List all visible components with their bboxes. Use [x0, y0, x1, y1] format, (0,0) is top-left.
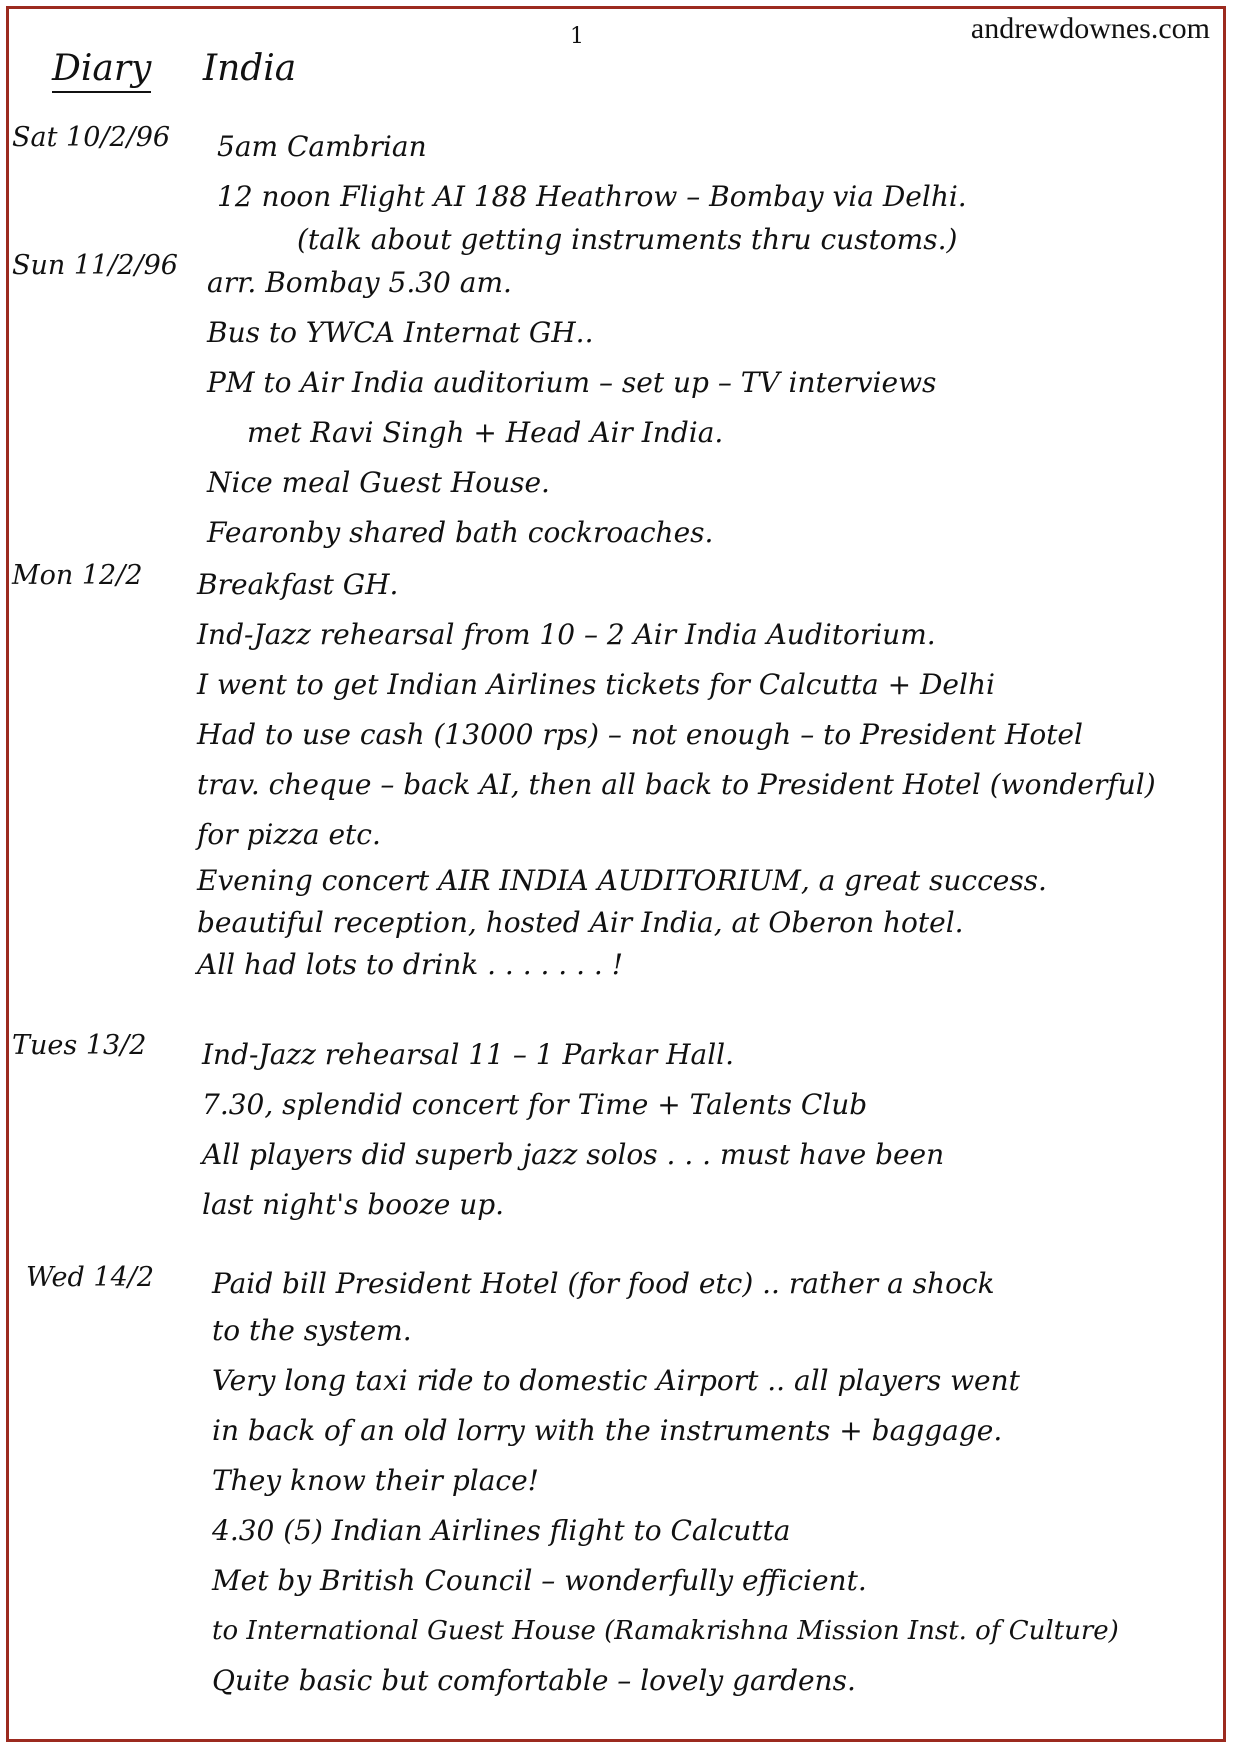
entry-date: Sun 11/2/96	[12, 250, 178, 281]
entry-line: Had to use cash (13000 rps) – not enough – to President Hotel	[197, 718, 1083, 751]
entry-line: in back of an old lorry with the instruments + baggage.	[212, 1414, 1003, 1447]
entry-line: Fearonby shared bath cockroaches.	[207, 516, 714, 549]
entry-lines	[212, 1262, 1240, 1706]
entry-line: Bus to YWCA Internat GH..	[207, 316, 594, 349]
entry-date: Wed 14/2	[26, 1262, 155, 1293]
entry-line: last night's booze up.	[202, 1188, 505, 1221]
entry-line: 4.30 (5) Indian Airlines flight to Calcutta	[212, 1514, 791, 1547]
diary-heading	[52, 48, 296, 89]
entry-line: PM to Air India auditorium – set up – TV interviews	[207, 366, 937, 399]
entry-date: Mon 12/2	[12, 560, 143, 591]
entry-line: 12 noon Flight AI 188 Heathrow – Bombay via Delhi.	[217, 180, 967, 213]
entry-line: All players did superb jazz solos . . . must have been	[202, 1138, 945, 1171]
entry-line: They know their place!	[212, 1464, 539, 1497]
entry-line: Evening concert AIR INDIA AUDITORIUM, a great success.	[197, 864, 1047, 897]
entry-line: for pizza etc.	[197, 818, 381, 851]
entry-line: arr. Bombay 5.30 am.	[207, 266, 512, 299]
diary-title: Diary	[52, 48, 151, 93]
watermark: andrewdownes.com	[970, 12, 1210, 45]
entry-line: All had lots to drink . . . . . . . !	[197, 948, 623, 981]
entry-line: Quite basic but comfortable – lovely gardens.	[212, 1664, 856, 1697]
entry-lines	[197, 560, 1227, 986]
page-number: 1	[570, 24, 584, 49]
entry-lines	[217, 122, 1240, 222]
entry-line: Very long taxi ride to domestic Airport .. all players went	[212, 1364, 1020, 1397]
entry-date: Tues 13/2	[12, 1030, 147, 1061]
entry-line: 5am Cambrian	[217, 130, 427, 163]
entry-line: (talk about getting instruments thru customs.)	[297, 223, 958, 256]
entry-lines	[207, 222, 1237, 558]
entry-line: Breakfast GH.	[197, 568, 399, 601]
entry-line: Paid bill President Hotel (for food etc) .. rather a shock	[212, 1267, 995, 1300]
diary-subtitle: India	[202, 48, 297, 89]
entry-line: to International Guest House (Ramakrishna Mission Inst. of Culture)	[212, 1616, 1119, 1646]
entry-line: Ind-Jazz rehearsal 11 – 1 Parkar Hall.	[202, 1038, 735, 1071]
entry-lines	[202, 1030, 1232, 1230]
entry-line: 7.30, splendid concert for Time + Talents Club	[202, 1088, 868, 1121]
entry-line: I went to get Indian Airlines tickets for Calcutta + Delhi	[197, 668, 995, 701]
entry-date: Sat 10/2/96	[12, 122, 171, 153]
entry-line: Met by British Council – wonderfully efficient.	[212, 1564, 867, 1597]
entry-line: Nice meal Guest House.	[207, 466, 550, 499]
entry-line: met Ravi Singh + Head Air India.	[247, 416, 724, 449]
entry-line: Ind-Jazz rehearsal from 10 – 2 Air India Auditorium.	[197, 618, 936, 651]
entry-line: beautiful reception, hosted Air India, at Oberon hotel.	[197, 906, 964, 939]
entry-line: trav. cheque – back AI, then all back to President Hotel (wonderful)	[197, 768, 1156, 801]
entry-line: to the system.	[212, 1314, 412, 1347]
